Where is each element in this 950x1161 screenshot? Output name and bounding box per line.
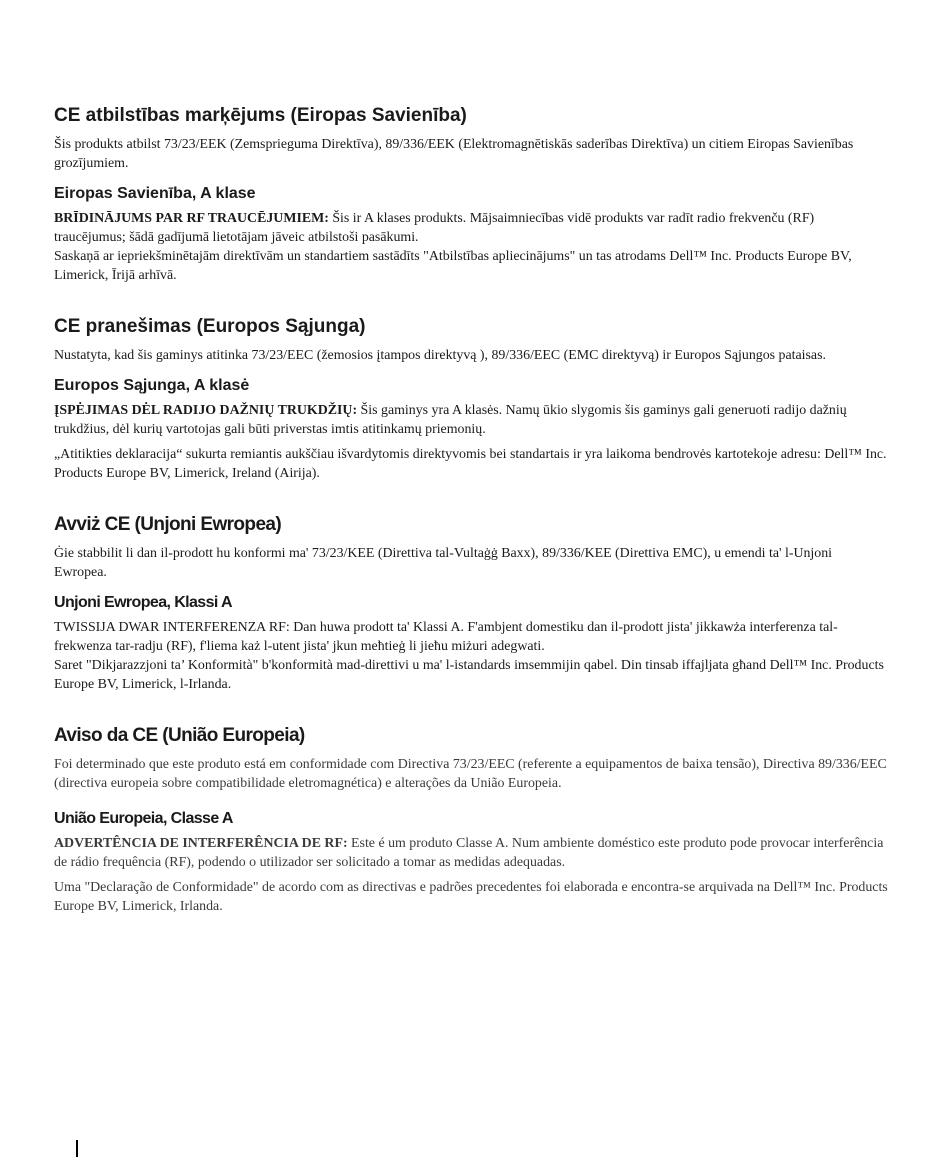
declaration-paragraph: „Atitikties deklaracija“ sukurta remiantis aukščiau išvardytomis direktyvomis bei standartais ir yra laikoma bendrovės kartotekoje adresu: Dell™ Inc. Products Europe BV, Limerick, Ireland (Airija). xyxy=(54,447,887,481)
rf-warning-label: ĮSPĖJIMAS DĖL RADIJO DAŽNIŲ TRUKDŽIŲ: xyxy=(54,403,358,418)
declaration-paragraph: Saskaņā ar iepriekšminētajām direktīvām un standartiem sastādīts "Atbilstības apliecinājums" un tas atrodams Dell™ Inc. Products Europe BV, Limerick, Īrijā arhīvā. xyxy=(54,249,852,283)
section-latvian xyxy=(54,104,888,285)
section-heading: Aviso da CE (União Europeia) xyxy=(54,725,305,746)
section-subheading: Unjoni Ewropea, Klassi A xyxy=(54,594,232,611)
rf-warning-text: Dan huwa prodott ta' Klassi A. F'ambjent domestiku dan il-prodott jista' jikkawża interferenza tal-frekwenza tar-radju (RF), f'liema każ l-utent jista' jkun meħtieġ li jieħu miżuri adegwati. xyxy=(54,620,838,654)
rf-warning-label: BRĪDINĀJUMS PAR RF TRAUCĒJUMIEM: xyxy=(54,211,329,226)
section-subheading: Europos Sąjunga, A klasė xyxy=(54,377,250,394)
section-subheading: Eiropas Savienība, A klase xyxy=(54,185,256,202)
rf-warning-label: TWISSIJA DWAR INTERFERENZA RF: xyxy=(54,620,290,635)
section-intro: Ġie stabbilit li dan il-prodott hu konformi ma' 73/23/KEE (Direttiva tal-Vultaġġ Baxx), 89/336/KEE (Direttiva EMC), u emendi ta' l-Unjoni Ewropea. xyxy=(54,546,833,580)
rf-warning-paragraph xyxy=(54,834,888,872)
declaration-paragraph: Uma "Declaração de Conformidade" de acordo com as directivas e padrões precedentes foi elaborada e encontra-se arquivada na Dell™ Inc. Products Europe BV, Limerick, Irlanda. xyxy=(54,880,888,914)
rf-warning-paragraph xyxy=(54,401,888,439)
rf-warning-text: Šis gaminys yra A klasės. Namų ūkio slygomis šis gaminys gali generuoti radijo dažnių trukdžius, dėl kurių vartotojas gali būti priverstas imtis atitinkamų priemonių. xyxy=(54,403,847,437)
declaration-paragraph: Saret "Dikjarazzjoni ta’ Konformità" b'konformità mad-direttivi u ma' l-istandards imsemmijin qabel. Din tinsab iffajljata għand Dell™ Inc. Products Europe BV, Limerick, l-Irlanda. xyxy=(54,658,884,692)
rf-warning-text: Este é um produto Classe A. Num ambiente doméstico este produto pode provocar interferência de rádio frequência (RF), podendo o utilizador ser solicitado a tomar as medidas adequadas. xyxy=(54,836,884,870)
document-page xyxy=(54,104,888,946)
page-edge-marker xyxy=(76,1140,78,1157)
section-intro: Nustatyta, kad šis gaminys atitinka 73/23/EEC (žemosios įtampos direktyvą ), 89/336/EEC (EMC direktyvą) ir Europos Sąjungos pataisas. xyxy=(54,348,826,363)
rf-warning-paragraph xyxy=(54,618,888,656)
section-subheading: União Europeia, Classe A xyxy=(54,810,233,827)
section-portuguese xyxy=(54,724,888,916)
rf-warning-paragraph xyxy=(54,209,888,247)
section-heading: CE atbilstības marķējums (Eiropas Savienība) xyxy=(54,105,467,126)
section-lithuanian xyxy=(54,315,888,483)
section-heading: Avviż CE (Unjoni Ewropea) xyxy=(54,514,282,535)
section-intro: Foi determinado que este produto está em conformidade com Directiva 73/23/EEC (referente a equipamentos de baixa tensão), Directiva 89/336/EEC (directiva europeia sobre compatibilidade eletromagnética) e alterações da União Europeia. xyxy=(54,757,887,791)
rf-warning-label: ADVERTÊNCIA DE INTERFERÊNCIA DE RF: xyxy=(54,836,348,851)
section-maltese xyxy=(54,513,888,694)
section-intro: Šis produkts atbilst 73/23/EEK (Zemsprieguma Direktīva), 89/336/EEK (Elektromagnētiskās saderības Direktīva) un citiem Eiropas Savienības grozījumiem. xyxy=(54,137,854,171)
section-heading: CE pranešimas (Europos Sąjunga) xyxy=(54,316,366,337)
rf-warning-text: Šis ir A klases produkts. Mājsaimniecības vidē produkts var radīt radio frekvenču (RF) traucējumus; šādā gadījumā lietotājam jāveic atbilstoši pasākumi. xyxy=(54,211,815,245)
